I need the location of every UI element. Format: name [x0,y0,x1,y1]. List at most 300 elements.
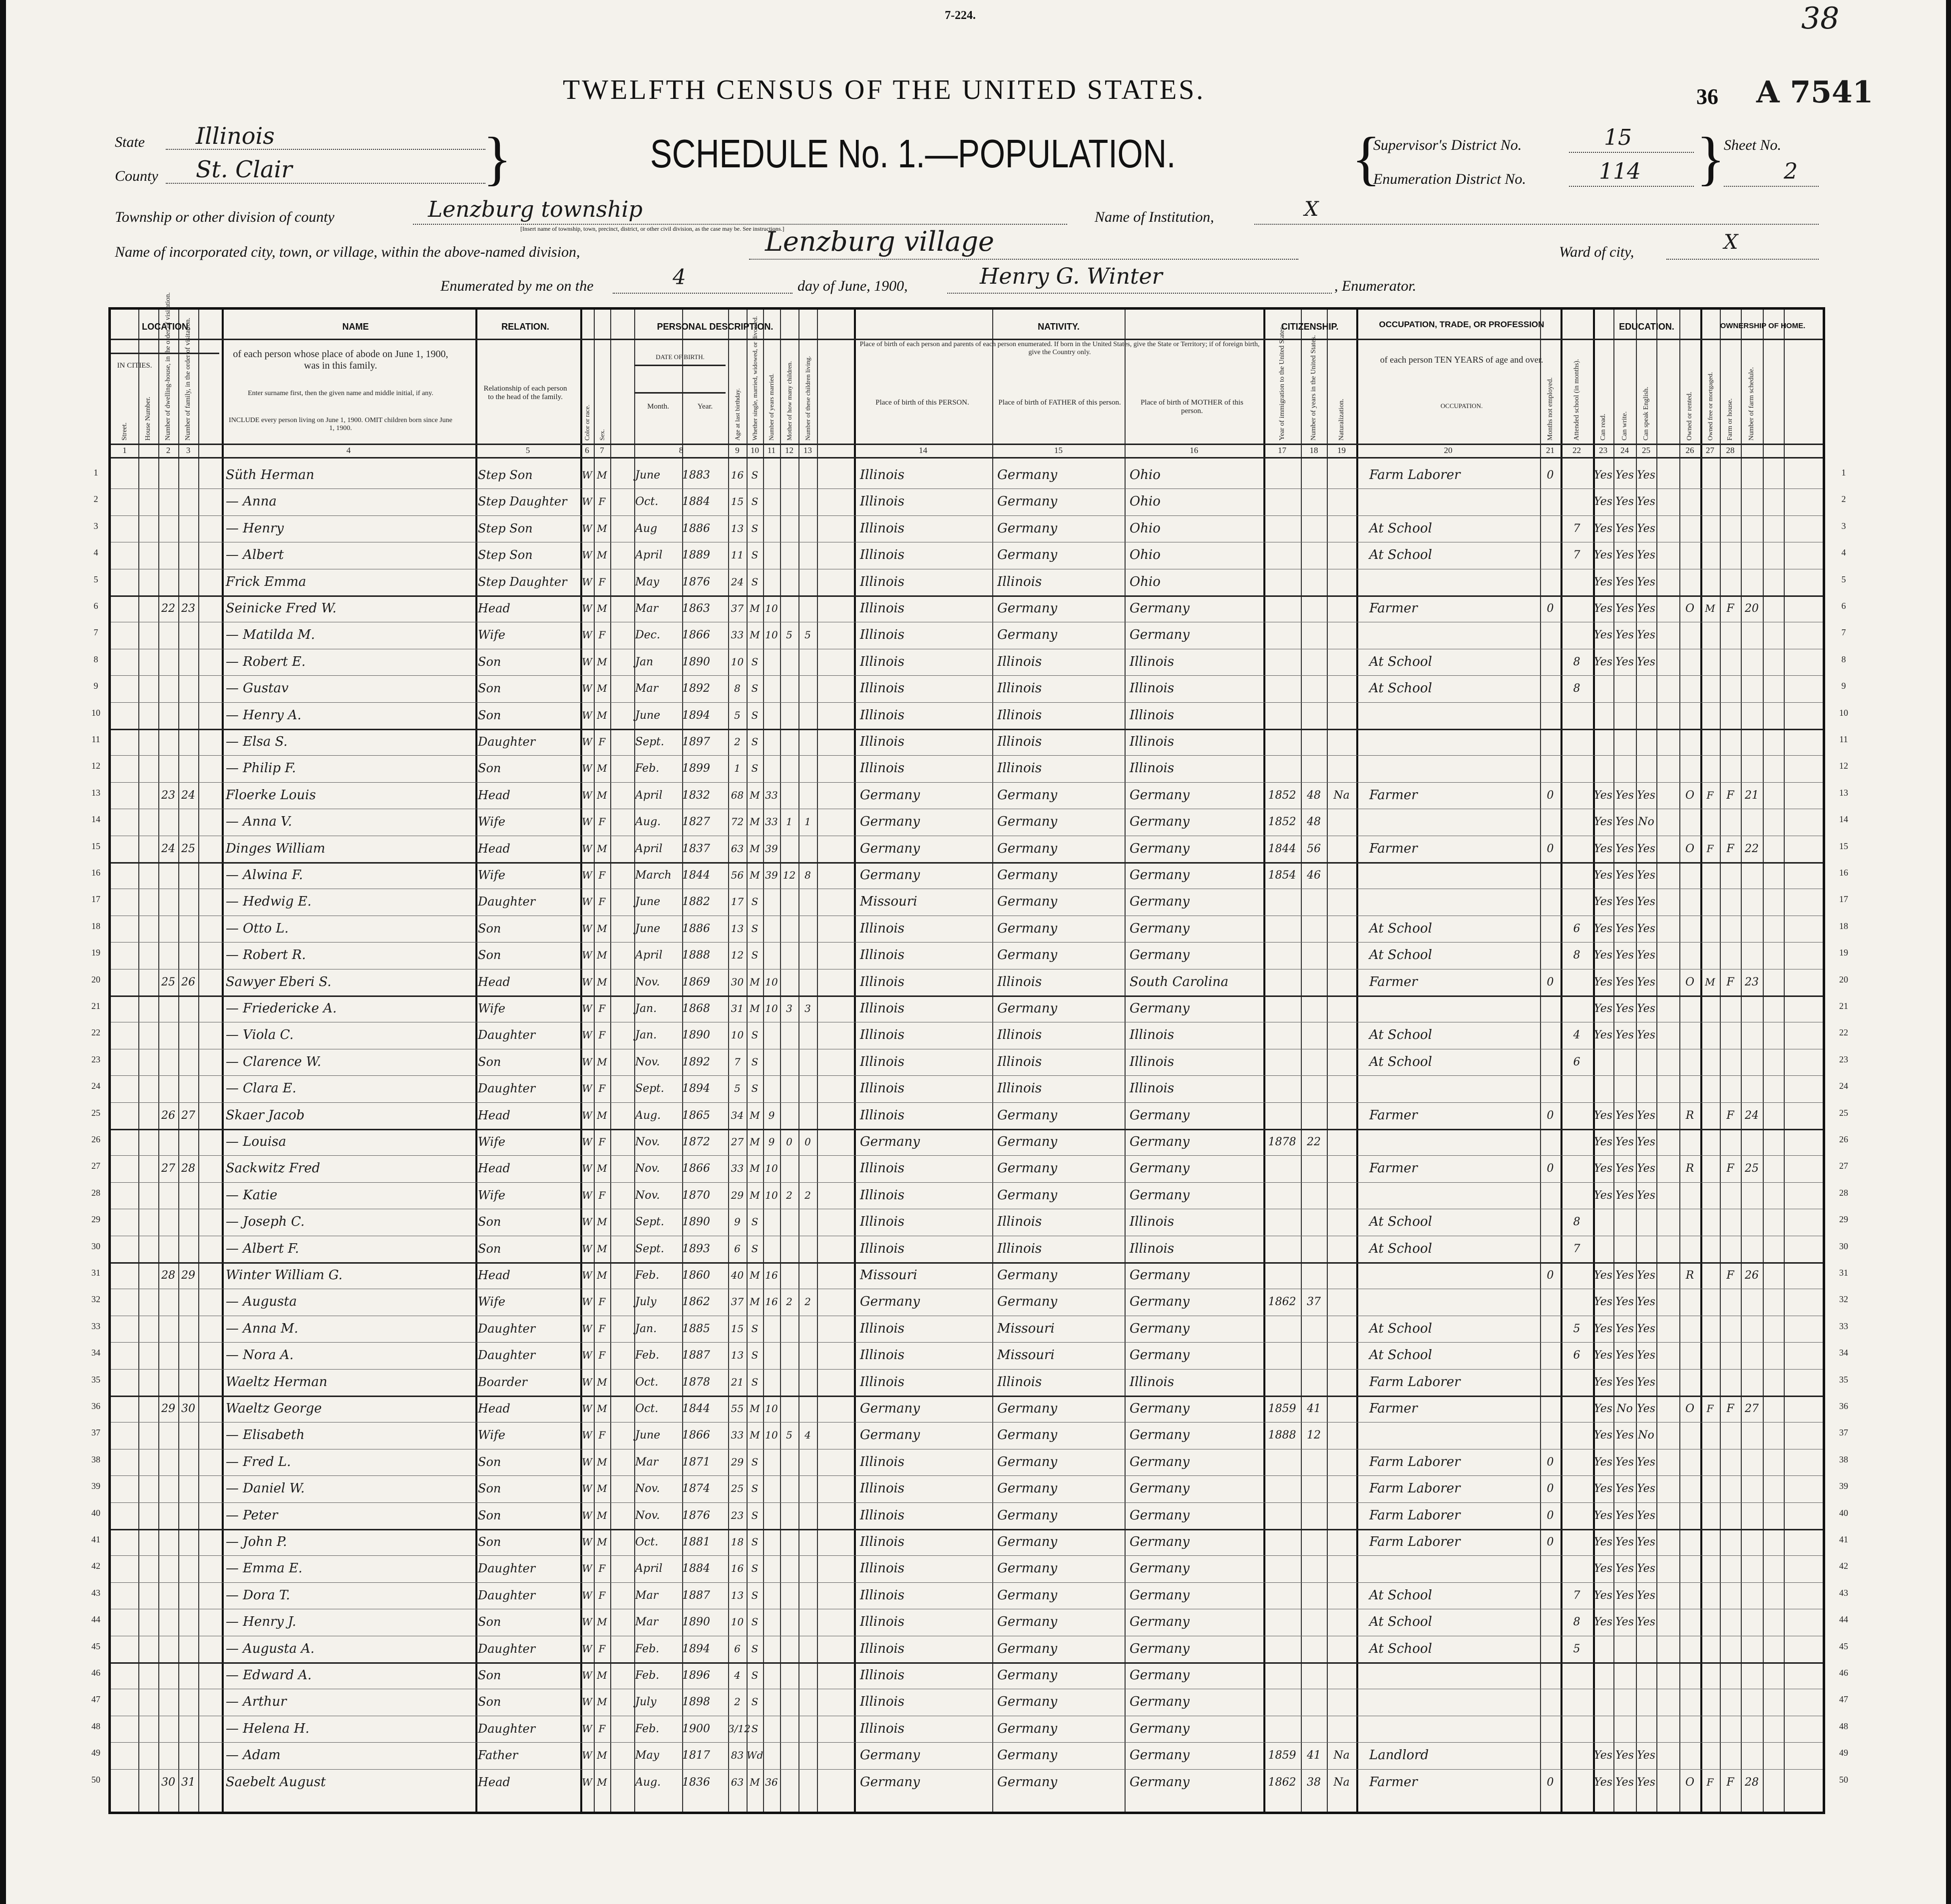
cell-birth: Illinois [860,574,905,589]
cell-age: 13 [731,1349,744,1362]
cell-speak: Yes [1637,922,1655,935]
header-owned-free: Owned free or mortgaged. [1706,372,1714,441]
cell-color: W [582,1162,592,1175]
cell-sex: F [598,1082,606,1095]
cell-unemp: 0 [1547,1109,1554,1122]
sub-birth-father: Place of birth of FATHER of this person. [998,399,1121,407]
cell-liv: 2 [804,1296,811,1308]
cell-mother: Germany [1130,1748,1190,1763]
cell-free: F [1706,1403,1714,1415]
cell-sex: M [597,949,607,961]
header-years-us: Number of years in the United States. [1310,335,1317,441]
cell-sex: F [598,495,606,508]
group-citizenship: CITIZENSHIP. [1281,322,1339,332]
line-number: 21 [91,1001,100,1011]
cell-sex: M [597,1242,607,1255]
cell-name: — Helena H. [226,1721,310,1736]
cell-rel: Daughter [478,1348,536,1363]
header-rule [111,444,1823,445]
cell-liv: 3 [804,1002,811,1014]
cell-write: Yes [1615,816,1634,829]
cell-month: Oct. [635,495,659,508]
cell-occ: At School [1369,1027,1432,1043]
cell-month: Oct. [635,1536,659,1548]
cell-rel: Son [478,708,501,722]
cell-father: Germany [997,1668,1058,1683]
cell-speak: Yes [1637,1162,1655,1175]
cell-sex: M [597,1162,607,1175]
cell-yrs: 46 [1307,869,1321,882]
line-number: 21 [1839,1001,1848,1011]
cell-read: Yes [1594,1536,1612,1548]
cell-imm: 1862 [1268,1296,1296,1309]
cell-read: Yes [1594,975,1612,988]
cell-ym: 9 [768,1109,775,1121]
line-number: 20 [1839,974,1848,984]
census-row [111,595,1823,622]
cell-mother: Illinois [1130,1374,1174,1390]
line-number: 25 [91,1107,100,1118]
cell-speak: Yes [1637,1189,1655,1202]
cell-year: 1866 [682,1162,710,1175]
cell-imm: 1852 [1268,816,1296,829]
cell-occ: At School [1369,921,1432,936]
cell-year: 1892 [682,682,710,695]
cell-read: Yes [1594,816,1612,829]
cell-write: Yes [1615,922,1634,935]
cell-birth: Germany [860,868,920,883]
line-number: 40 [91,1507,100,1518]
cell-mar: S [751,1082,759,1095]
cell-speak: Yes [1637,469,1655,481]
cell-color: W [582,736,592,748]
cell-ym: 16 [765,1296,778,1308]
cell-age: 16 [731,1562,744,1575]
census-row [111,916,1823,942]
cell-month: Sept. [635,1216,665,1229]
cell-mother: Ohio [1130,520,1161,536]
cell-liv: 2 [804,1189,811,1201]
cell-write: Yes [1615,975,1634,988]
line-number: 30 [1839,1241,1848,1251]
cell-mar: S [751,1616,759,1628]
cell-sex: F [598,1189,606,1201]
census-row [111,1555,1823,1582]
cell-speak: Yes [1637,1509,1655,1522]
cell-sex: F [598,1002,606,1014]
cell-month: June [635,896,661,909]
cell-read: Yes [1594,522,1612,535]
cell-fam: 27 [181,1109,195,1122]
header-sex: Sex. [598,429,606,441]
line-number: 22 [1839,1027,1848,1038]
cell-write: Yes [1615,1296,1634,1309]
enum-district-value: 114 [1599,159,1641,184]
cell-free: F [1706,789,1714,801]
line-number: 18 [1839,921,1848,931]
cell-sch: 8 [1573,1616,1580,1629]
cell-mother: Germany [1130,787,1190,803]
cell-age: 12 [731,949,744,961]
cell-write: Yes [1615,1482,1634,1495]
cell-speak: Yes [1637,549,1655,562]
cell-speak: Yes [1637,1749,1655,1762]
cell-birth: Illinois [860,1721,905,1736]
cell-occ: Farm Laborer [1369,1534,1461,1549]
cell-occ: Farmer [1369,974,1418,989]
cell-write: Yes [1615,1269,1634,1282]
sheet-label: Sheet No. [1724,137,1781,153]
cell-color: W [582,1136,592,1148]
cell-rel: Boarder [478,1375,527,1389]
cell-age: 29 [731,1455,744,1468]
cell-occ: Farmer [1369,601,1418,616]
cell-mother: Germany [1130,948,1190,963]
cell-mar: S [751,655,759,668]
enumerated-day: 4 [673,265,686,289]
cell-name: Frick Emma [226,574,307,589]
cell-ym: 10 [765,1429,778,1441]
cell-name: — Peter [226,1507,278,1523]
cell-year: 1872 [682,1136,710,1148]
cell-mar: S [751,1509,759,1521]
cell-liv: 5 [804,629,811,641]
cell-rel: Father [478,1748,518,1763]
cell-write: Yes [1615,869,1634,882]
cell-year: 1897 [682,736,710,748]
cell-birth: Illinois [860,1668,905,1683]
cell-read: Yes [1594,602,1612,615]
census-row [111,488,1823,515]
cell-speak: Yes [1637,495,1655,508]
cell-father: Illinois [997,734,1042,749]
cell-birth: Illinois [860,1027,905,1043]
line-number: 25 [1839,1107,1848,1118]
sub-name-desc: of each person whose place of abode on June 1, 1900, was in this family. [233,349,448,371]
ward-value: X [1724,231,1738,254]
line-number: 35 [1839,1374,1848,1385]
cell-sex: F [598,1029,606,1041]
cell-month: Feb. [635,1349,660,1362]
cell-year: 1890 [682,1216,710,1229]
cell-speak: Yes [1637,1455,1655,1468]
cell-name: Saebelt August [226,1774,326,1790]
line-number: 5 [93,574,98,584]
cell-mar: S [751,1055,759,1068]
cell-read: Yes [1594,1509,1612,1522]
cell-birth: Illinois [860,1187,905,1203]
cell-mother: Germany [1130,1001,1190,1016]
cell-ym: 16 [765,1269,778,1281]
cell-rel: Daughter [478,895,536,909]
cell-month: June [635,709,661,722]
cell-year: 1884 [682,495,710,508]
cell-own: R [1685,1162,1694,1175]
cell-mother: Illinois [1130,761,1174,776]
cell-father: Illinois [997,761,1042,776]
cell-birth: Illinois [860,547,905,563]
column-number: 8 [679,446,684,455]
cell-month: Aug [635,522,658,535]
cell-month: Oct. [635,1376,659,1389]
cell-nat: Na [1333,789,1350,802]
cell-age: 6 [734,1242,741,1255]
cell-age: 10 [731,655,744,668]
cell-speak: No [1638,1429,1654,1442]
cell-speak: Yes [1637,1403,1655,1415]
census-row [111,1289,1823,1315]
cell-birth: Germany [860,1774,920,1790]
cell-year: 1894 [682,709,710,722]
census-row [111,675,1823,702]
cell-color: W [582,1189,592,1201]
cell-mo: 2 [786,1189,792,1201]
cell-month: Nov. [635,1189,660,1202]
cell-speak: Yes [1637,1482,1655,1495]
cell-rel: Son [478,761,501,776]
cell-mar: S [751,949,759,961]
cell-mother: Germany [1130,1187,1190,1203]
cell-farm: F [1726,975,1734,988]
cell-fnum: 20 [1745,602,1759,615]
cell-month: May [635,575,660,588]
cell-ym: 39 [765,869,778,881]
cell-name: — Robert E. [226,654,306,669]
cell-ym: 33 [765,789,778,801]
enumerator-name: Henry G. Winter [980,264,1163,289]
cell-name: — Clara E. [226,1081,297,1096]
cell-birth: Illinois [860,1214,905,1230]
cell-read: Yes [1594,1002,1612,1015]
census-row [111,542,1823,568]
cell-rel: Son [478,1695,501,1709]
cell-farm: F [1726,1109,1734,1122]
cell-unemp: 0 [1547,789,1554,802]
cell-speak: No [1638,816,1654,829]
cell-birth: Illinois [860,1081,905,1096]
line-number: 41 [91,1534,100,1544]
cell-year: 1866 [682,629,710,642]
cell-occ: At School [1369,1614,1432,1630]
cell-sch: 8 [1573,682,1580,695]
cell-write: Yes [1615,575,1634,588]
line-number: 23 [91,1054,100,1064]
cell-color: W [582,975,592,988]
cell-month: Feb. [635,1642,660,1655]
cell-age: 63 [731,1776,744,1788]
cell-year: 1862 [682,1296,710,1309]
cell-year: 1837 [682,842,710,855]
cell-name: — Viola C. [226,1027,294,1043]
cell-mar: S [751,1029,759,1041]
line-number: 9 [93,681,98,691]
cell-mother: Germany [1130,1721,1190,1736]
sub-in-cities: IN CITIES. [117,362,152,370]
line-number: 43 [91,1587,100,1598]
cell-ym: 10 [765,975,778,988]
cell-read: Yes [1594,1189,1612,1202]
cell-farm: F [1726,1162,1734,1175]
cell-father: Illinois [997,1081,1042,1096]
cell-write: Yes [1615,1455,1634,1468]
enum-district-label: Enumeration District No. [1373,171,1526,187]
cell-mo: 2 [786,1296,792,1308]
cell-write: Yes [1615,1589,1634,1602]
cell-sex: M [597,762,607,775]
sub-month: Month. [647,403,669,411]
cell-read: Yes [1594,1562,1612,1575]
census-row [111,1209,1823,1235]
cell-month: Aug. [635,1109,661,1122]
cell-occ: Farmer [1369,787,1418,803]
cell-year: 1817 [682,1749,710,1762]
cell-mother: Germany [1130,601,1190,616]
line-number: 48 [91,1721,100,1731]
header-farm-schedule: Number of farm schedule. [1748,367,1755,441]
line-number: 23 [1839,1054,1848,1064]
cell-age: 83 [731,1749,744,1762]
cell-dw: 30 [161,1776,175,1789]
cell-color: W [582,1055,592,1068]
cell-farm: F [1726,1269,1734,1282]
census-row [111,702,1823,729]
column-number: 7 [600,446,604,455]
cell-name: — Anna [226,494,277,509]
cell-yrs: 38 [1307,1776,1321,1789]
cell-yrs: 41 [1307,1403,1321,1415]
cell-own: O [1685,842,1695,855]
line-number: 48 [1839,1721,1848,1731]
cell-write: Yes [1615,1776,1634,1789]
cell-month: Jan. [635,1029,657,1042]
cell-rel: Step Daughter [478,574,567,589]
cell-father: Germany [997,1748,1058,1763]
cell-age: 1 [734,762,741,775]
header-rule [634,365,726,366]
cell-own: R [1685,1269,1694,1282]
cell-mother: Germany [1130,1268,1190,1283]
cell-read: Yes [1594,1376,1612,1389]
census-row [111,649,1823,675]
cell-occ: At School [1369,948,1432,963]
cell-color: W [582,896,592,908]
header-age: Age at last birthday. [733,388,741,441]
cell-sex: M [597,1455,607,1468]
cell-color: W [582,1482,592,1495]
line-number: 15 [91,841,100,851]
cell-month: Aug. [635,816,661,829]
cell-birth: Illinois [860,734,905,749]
cell-read: Yes [1594,1322,1612,1335]
cell-age: 2 [734,736,741,748]
cell-name: Seinicke Fred W. [226,601,337,616]
cell-name: Sawyer Eberi S. [226,974,332,989]
cell-speak: Yes [1637,1296,1655,1309]
cell-mar: S [751,549,759,561]
cell-name: — Elisabeth [226,1428,305,1443]
cell-month: July [635,1296,657,1309]
cell-speak: Yes [1637,575,1655,588]
line-number: 26 [91,1134,100,1144]
cell-sex: F [598,1562,606,1575]
cell-month: April [635,1562,663,1575]
line-number: 37 [91,1428,100,1438]
cell-sex: M [597,842,607,855]
cell-unemp: 0 [1547,1455,1554,1468]
header-street: Street. [120,422,128,441]
cell-age: 7 [734,1055,741,1068]
cell-father: Illinois [997,1241,1042,1256]
cell-mar: M [750,1002,760,1014]
cell-color: W [582,1376,592,1388]
column-number: 11 [767,446,776,455]
cell-imm: 1862 [1268,1776,1296,1789]
cell-birth: Illinois [860,707,905,723]
cell-occ: Farmer [1369,1107,1418,1123]
cell-speak: Yes [1637,1109,1655,1122]
line-number: 42 [91,1561,100,1571]
cell-birth: Missouri [860,1268,917,1283]
cell-name: — Anna M. [226,1321,299,1336]
header-family: Number of family, in the order of visitation. [184,318,192,441]
cell-month: Dec. [635,629,660,642]
cell-sch: 7 [1573,1589,1580,1602]
cell-read: Yes [1594,1109,1612,1122]
cell-farm: F [1726,842,1734,855]
cell-speak: Yes [1637,602,1655,615]
cell-birth: Germany [860,1428,920,1443]
census-row [111,1102,1823,1129]
cell-dw: 25 [161,975,175,988]
census-row [111,1529,1823,1555]
cell-farm: F [1726,789,1734,802]
cell-sex: M [597,522,607,534]
cell-age: 15 [731,495,744,508]
cell-read: Yes [1594,1349,1612,1362]
census-row [111,1369,1823,1396]
cell-occ: Farm Laborer [1369,1507,1461,1523]
line-number: 37 [1839,1428,1848,1438]
cell-own: O [1685,1403,1695,1415]
cell-father: Germany [997,627,1058,643]
cell-read: Yes [1594,1029,1612,1042]
cell-birth: Illinois [860,761,905,776]
cell-father: Germany [997,547,1058,563]
cell-read: Yes [1594,495,1612,508]
cell-yrs: 48 [1307,816,1321,829]
cell-year: 1890 [682,655,710,668]
line-number: 34 [91,1348,100,1358]
cell-mar: M [750,842,760,855]
cell-birth: Germany [860,1134,920,1149]
sub-nativity-desc: Place of birth of each person and parents of each person enumerated. If born in the United States, give the State or Territory; if of foreign birth, give the Country only. [859,341,1260,357]
cell-dw: 28 [161,1269,175,1282]
cell-imm: 1859 [1268,1403,1296,1415]
cell-father: Germany [997,894,1058,910]
line-number: 31 [91,1268,100,1278]
township-note: [Insert name of township, town, precinct, district, or other civil division, as the case may be. See instructions.] [520,225,784,232]
cell-year: 1874 [682,1482,710,1495]
cell-farm: F [1726,1403,1734,1415]
header-naturalization: Naturalization. [1337,399,1345,441]
cell-color: W [582,629,592,641]
cell-age: 63 [731,842,744,855]
cell-rel: Son [478,1615,501,1629]
cell-month: Mar [635,1616,659,1629]
cell-fam: 26 [181,975,195,988]
cell-imm: 1854 [1268,869,1296,882]
cell-mother: Germany [1130,1348,1190,1363]
